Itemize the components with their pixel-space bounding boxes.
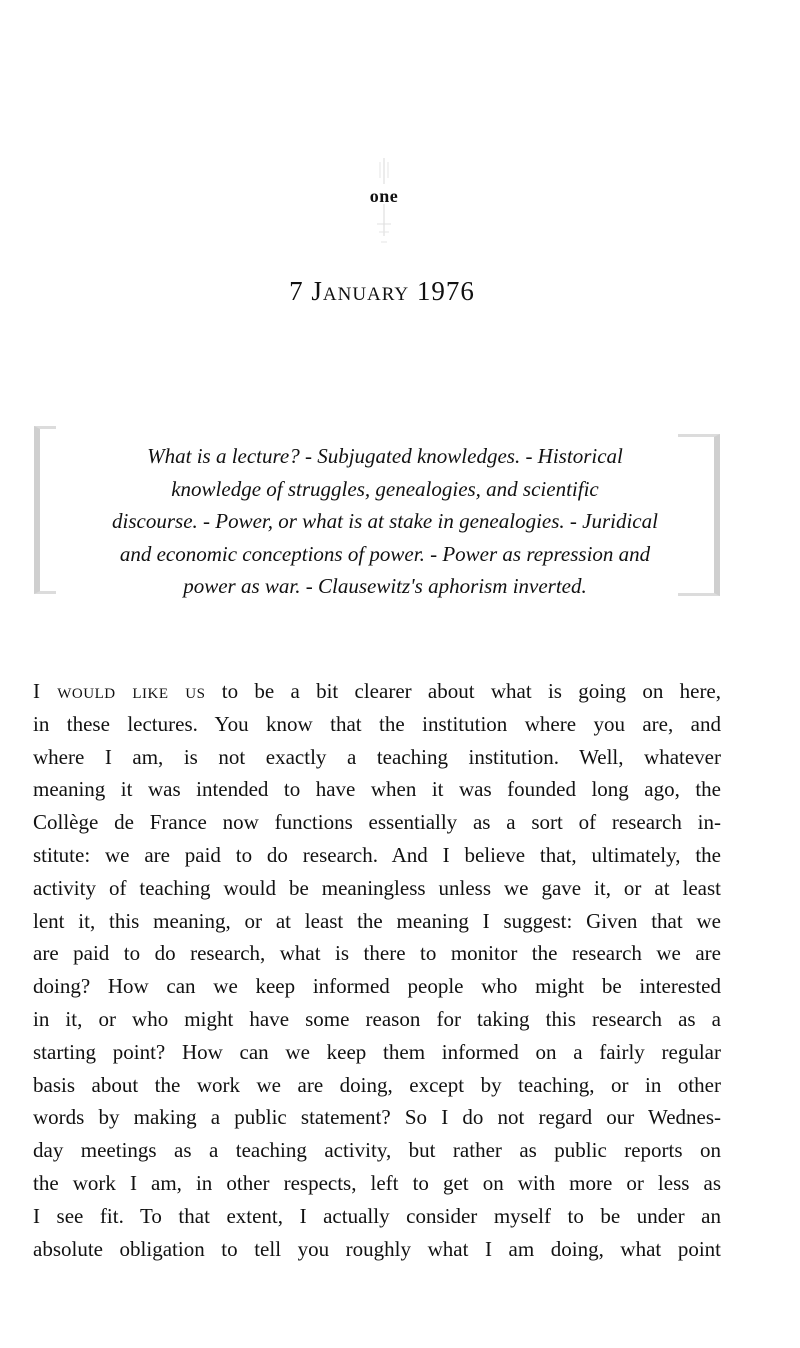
body-line: absolute obligation to tell you roughly what I am doing, what point — [33, 1236, 721, 1261]
summary-text — [80, 440, 690, 603]
body-line: Collège de France now functions essentially as a sort of research in- — [33, 810, 721, 835]
body-line: I see fit. To that extent, I actually consider myself to be under an — [33, 1203, 721, 1228]
body-line: stitute: we are paid to do research. And I believe that, ultimately, the — [33, 842, 721, 867]
summary-line: What is a lecture? - Subjugated knowledges. - Historical — [147, 444, 623, 468]
body-line: where I am, is not exactly a teaching institution. Well, whatever — [33, 744, 721, 769]
body-paragraph — [33, 675, 721, 1265]
first-line-text: to be a bit clearer about what is going on here, — [205, 679, 722, 703]
summary-line: knowledge of struggles, genealogies, and scientific — [171, 476, 599, 501]
body-line: basis about the work we are doing, except by teaching, or in other — [33, 1072, 721, 1097]
body-line: meaning it was intended to have when it was founded long ago, the — [33, 777, 721, 802]
body-line — [33, 675, 721, 708]
body-line: the work I am, in other respects, left to get on with more or less as — [33, 1170, 721, 1195]
body-line: are paid to do research, what is there to monitor the research we are — [33, 941, 721, 966]
body-line: doing? How can we keep informed people who might be interested — [33, 974, 721, 999]
lead-in-text: I would like us — [33, 679, 206, 703]
body-line: day meetings as a teaching activity, but rather as public reports on — [33, 1138, 721, 1163]
chapter-summary — [30, 426, 720, 596]
summary-line: power as war. - Clausewitz's aphorism inverted. — [183, 574, 587, 598]
body-line: activity of teaching would be meaningless unless we gave it, or at least — [33, 875, 721, 900]
body-line: words by making a public statement? So I do not regard our Wednes- — [33, 1105, 721, 1130]
summary-line: discourse. - Power, or what is at stake in genealogies. - Juridical — [112, 509, 658, 533]
body-line: lent it, this meaning, or at least the meaning I suggest: Given that we — [33, 908, 721, 933]
left-bracket-icon — [34, 426, 56, 594]
chapter-title: 7 January 1976 — [289, 276, 475, 306]
body-line: starting point? How can we keep them informed on a fairly regular — [33, 1039, 721, 1064]
body-line: in it, or who might have some reason for taking this research as a — [33, 1006, 721, 1031]
summary-line: and economic conceptions of power. - Power as repression and — [119, 541, 651, 566]
chapter-number: one — [369, 186, 399, 206]
body-line: in these lectures. You know that the institution where you are, and — [33, 711, 721, 736]
